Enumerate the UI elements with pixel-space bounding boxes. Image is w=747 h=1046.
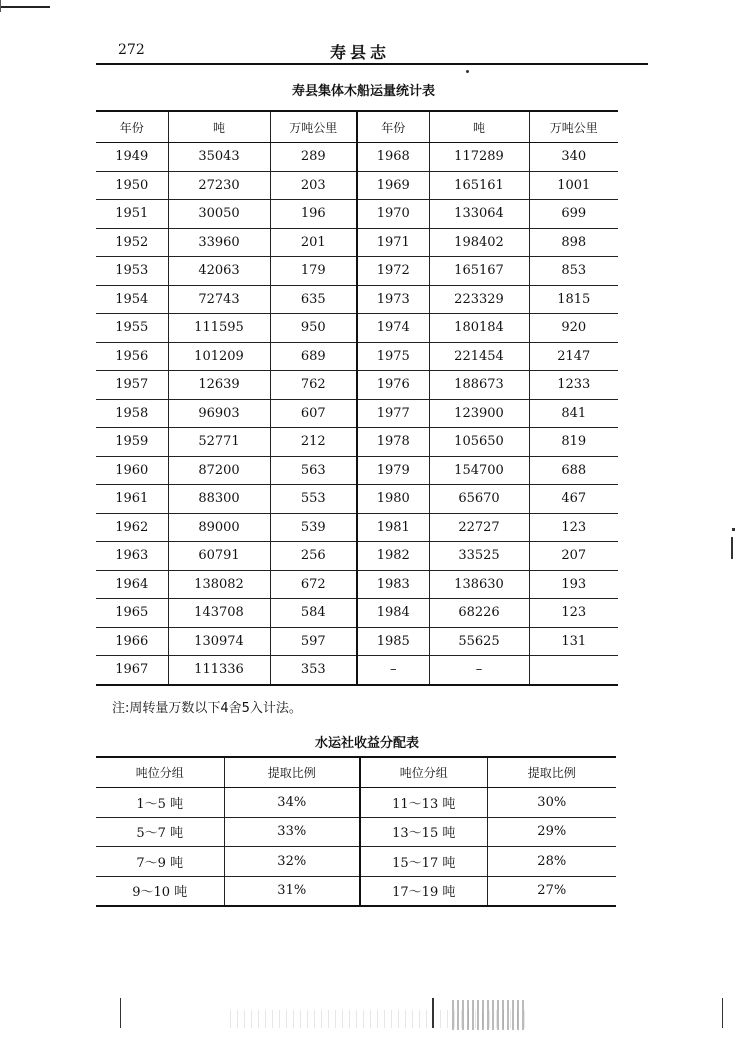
- cell-ton-km-2: 920: [529, 314, 618, 343]
- cell-ratio: 32%: [224, 847, 360, 877]
- cell-year: 1958: [96, 399, 168, 428]
- cell-year-2: 1974: [357, 314, 429, 343]
- cell-year-2: 1983: [357, 570, 429, 599]
- cell-ton-km-2: 1815: [529, 285, 618, 314]
- cell-tons-2: 123900: [429, 399, 529, 428]
- cell-tons-2: 188673: [429, 371, 529, 400]
- cell-ton-km: 289: [270, 143, 357, 172]
- cell-year-2: 1982: [357, 542, 429, 571]
- table-row: [96, 485, 618, 514]
- cell-year-2: 1984: [357, 599, 429, 628]
- cell-tonnage-group-2: 13～15 吨: [360, 817, 487, 847]
- cell-year: 1962: [96, 513, 168, 542]
- col-header-ton-km: 万吨公里: [270, 111, 357, 143]
- table-row: [96, 371, 618, 400]
- cell-tons: 111336: [168, 656, 270, 685]
- cell-year-2: 1970: [357, 200, 429, 229]
- table-row: [96, 143, 618, 172]
- cell-tons-2: –: [429, 656, 529, 685]
- table-row: [96, 171, 618, 200]
- col-header-tons-2: 吨: [429, 111, 529, 143]
- cell-ton-km-2: 340: [529, 143, 618, 172]
- table-row: [96, 627, 618, 656]
- cell-year: 1967: [96, 656, 168, 685]
- cell-ton-km-2: 123: [529, 513, 618, 542]
- cell-year: 1961: [96, 485, 168, 514]
- cell-tons: 87200: [168, 456, 270, 485]
- table-row: [96, 570, 618, 599]
- cell-year: 1954: [96, 285, 168, 314]
- cell-year: 1953: [96, 257, 168, 286]
- cell-ton-km: 689: [270, 342, 357, 371]
- table-row: [96, 257, 618, 286]
- cell-tons-2: 154700: [429, 456, 529, 485]
- cell-tons: 33960: [168, 228, 270, 257]
- cell-ton-km: 201: [270, 228, 357, 257]
- cell-tonnage-group-2: 11～13 吨: [360, 788, 487, 818]
- cell-ton-km-2: 193: [529, 570, 618, 599]
- scan-noise: [452, 1000, 527, 1030]
- scan-line: [120, 998, 121, 1028]
- col-header-tonnage-group-2: 吨位分组: [360, 757, 487, 788]
- cell-tons: 138082: [168, 570, 270, 599]
- cell-ton-km-2: 467: [529, 485, 618, 514]
- cell-ton-km: 563: [270, 456, 357, 485]
- cell-tons: 27230: [168, 171, 270, 200]
- cell-year: 1956: [96, 342, 168, 371]
- cell-year-2: 1980: [357, 485, 429, 514]
- cell-ton-km-2: 1001: [529, 171, 618, 200]
- cell-ton-km: 353: [270, 656, 357, 685]
- cell-ton-km: 607: [270, 399, 357, 428]
- cell-ton-km: 672: [270, 570, 357, 599]
- cell-ton-km: 212: [270, 428, 357, 457]
- scan-margin-mark: [731, 537, 733, 559]
- cell-tons-2: 138630: [429, 570, 529, 599]
- cell-tons: 143708: [168, 599, 270, 628]
- cell-tons-2: 55625: [429, 627, 529, 656]
- cell-tons: 96903: [168, 399, 270, 428]
- cell-tons-2: 22727: [429, 513, 529, 542]
- cell-year: 1950: [96, 171, 168, 200]
- col-header-year-2: 年份: [357, 111, 429, 143]
- cell-year-2: 1968: [357, 143, 429, 172]
- cell-ratio-2: 29%: [487, 817, 616, 847]
- table-row: [96, 847, 616, 877]
- income-distribution-table: [96, 756, 616, 907]
- cell-tons: 52771: [168, 428, 270, 457]
- cell-year-2: 1975: [357, 342, 429, 371]
- col-header-ratio: 提取比例: [224, 757, 360, 788]
- cell-ratio-2: 27%: [487, 876, 616, 906]
- cell-tons-2: 117289: [429, 143, 529, 172]
- cell-tonnage-group: 7～9 吨: [96, 847, 224, 877]
- table-row: [96, 428, 618, 457]
- scan-corner-mark-vertical: [0, 0, 1, 12]
- cell-tonnage-group: 5～7 吨: [96, 817, 224, 847]
- cell-ratio: 33%: [224, 817, 360, 847]
- cell-year: 1952: [96, 228, 168, 257]
- table-row: [96, 656, 618, 685]
- cell-tons-2: 198402: [429, 228, 529, 257]
- cell-ton-km: 539: [270, 513, 357, 542]
- table-row: [96, 342, 618, 371]
- cell-tons: 60791: [168, 542, 270, 571]
- cell-tons: 12639: [168, 371, 270, 400]
- table-row: [96, 599, 618, 628]
- cell-ton-km: 950: [270, 314, 357, 343]
- cell-year: 1957: [96, 371, 168, 400]
- cell-year: 1965: [96, 599, 168, 628]
- cell-tons-2: 180184: [429, 314, 529, 343]
- cell-year-2: 1972: [357, 257, 429, 286]
- cell-ton-km: 196: [270, 200, 357, 229]
- cell-ton-km-2: [529, 656, 618, 685]
- table-note: 注:周转量万数以下4舍5入计法。: [112, 701, 302, 716]
- cell-tons-2: 68226: [429, 599, 529, 628]
- cell-year-2: 1985: [357, 627, 429, 656]
- table-row: [96, 285, 618, 314]
- cell-year-2: 1976: [357, 371, 429, 400]
- table-row: [96, 314, 618, 343]
- scan-line: [722, 998, 723, 1028]
- cell-ton-km-2: 131: [529, 627, 618, 656]
- table-header-row: [96, 757, 616, 788]
- cell-tons: 42063: [168, 257, 270, 286]
- scan-speck: [732, 528, 735, 531]
- cell-tons: 89000: [168, 513, 270, 542]
- cell-ton-km-2: 123: [529, 599, 618, 628]
- cell-tons: 72743: [168, 285, 270, 314]
- col-header-ton-km-2: 万吨公里: [529, 111, 618, 143]
- table-row: [96, 876, 616, 906]
- cell-ton-km-2: 207: [529, 542, 618, 571]
- cell-year: 1960: [96, 456, 168, 485]
- cell-ton-km-2: 819: [529, 428, 618, 457]
- cell-tons-2: 165161: [429, 171, 529, 200]
- cell-tons-2: 223329: [429, 285, 529, 314]
- cell-tons-2: 165167: [429, 257, 529, 286]
- cell-ton-km: 762: [270, 371, 357, 400]
- cell-year: 1963: [96, 542, 168, 571]
- cell-tons: 130974: [168, 627, 270, 656]
- cell-ratio: 34%: [224, 788, 360, 818]
- header-rule: [96, 63, 648, 65]
- page-number: 272: [118, 42, 145, 58]
- col-header-ratio-2: 提取比例: [487, 757, 616, 788]
- cell-ratio-2: 30%: [487, 788, 616, 818]
- table-row: [96, 456, 618, 485]
- col-header-tons: 吨: [168, 111, 270, 143]
- cell-year-2: 1979: [357, 456, 429, 485]
- boat-transport-table: [96, 110, 618, 686]
- cell-tons: 35043: [168, 143, 270, 172]
- cell-tons-2: 221454: [429, 342, 529, 371]
- table-row: [96, 788, 616, 818]
- table2-caption: 水运社收益分配表: [315, 736, 420, 751]
- cell-year-2: 1969: [357, 171, 429, 200]
- cell-ton-km: 597: [270, 627, 357, 656]
- cell-ratio-2: 28%: [487, 847, 616, 877]
- cell-year-2: 1977: [357, 399, 429, 428]
- cell-tonnage-group: 1～5 吨: [96, 788, 224, 818]
- cell-tons-2: 105650: [429, 428, 529, 457]
- cell-tonnage-group-2: 17～19 吨: [360, 876, 487, 906]
- table1-caption: 寿县集体木船运量统计表: [292, 84, 436, 99]
- cell-tonnage-group-2: 15～17 吨: [360, 847, 487, 877]
- col-header-tonnage-group: 吨位分组: [96, 757, 224, 788]
- cell-tonnage-group: 9～10 吨: [96, 876, 224, 906]
- cell-ton-km-2: 898: [529, 228, 618, 257]
- cell-tons: 111595: [168, 314, 270, 343]
- table-row: [96, 542, 618, 571]
- scan-corner-mark: [0, 6, 50, 8]
- table-header-row: [96, 111, 618, 143]
- cell-tons: 88300: [168, 485, 270, 514]
- cell-year-2: –: [357, 656, 429, 685]
- cell-ton-km: 584: [270, 599, 357, 628]
- cell-year-2: 1973: [357, 285, 429, 314]
- cell-ton-km-2: 2147: [529, 342, 618, 371]
- scan-line: [432, 998, 434, 1028]
- table-row: [96, 513, 618, 542]
- cell-ton-km-2: 1233: [529, 371, 618, 400]
- cell-year: 1949: [96, 143, 168, 172]
- cell-ton-km-2: 699: [529, 200, 618, 229]
- cell-year-2: 1971: [357, 228, 429, 257]
- cell-ton-km: 203: [270, 171, 357, 200]
- cell-ton-km-2: 688: [529, 456, 618, 485]
- cell-ton-km: 635: [270, 285, 357, 314]
- cell-year: 1966: [96, 627, 168, 656]
- cell-year-2: 1978: [357, 428, 429, 457]
- table-row: [96, 200, 618, 229]
- cell-ton-km: 179: [270, 257, 357, 286]
- cell-year: 1951: [96, 200, 168, 229]
- cell-year: 1955: [96, 314, 168, 343]
- cell-ton-km: 553: [270, 485, 357, 514]
- cell-tons-2: 65670: [429, 485, 529, 514]
- cell-year: 1959: [96, 428, 168, 457]
- cell-tons: 30050: [168, 200, 270, 229]
- cell-year: 1964: [96, 570, 168, 599]
- cell-ton-km: 256: [270, 542, 357, 571]
- scan-dot: [466, 70, 469, 73]
- table-row: [96, 399, 618, 428]
- cell-tons: 101209: [168, 342, 270, 371]
- running-title: 寿县志: [330, 43, 391, 62]
- cell-ton-km-2: 841: [529, 399, 618, 428]
- cell-ton-km-2: 853: [529, 257, 618, 286]
- table-row: [96, 817, 616, 847]
- cell-year-2: 1981: [357, 513, 429, 542]
- col-header-year: 年份: [96, 111, 168, 143]
- cell-tons-2: 133064: [429, 200, 529, 229]
- cell-tons-2: 33525: [429, 542, 529, 571]
- table-row: [96, 228, 618, 257]
- cell-ratio: 31%: [224, 876, 360, 906]
